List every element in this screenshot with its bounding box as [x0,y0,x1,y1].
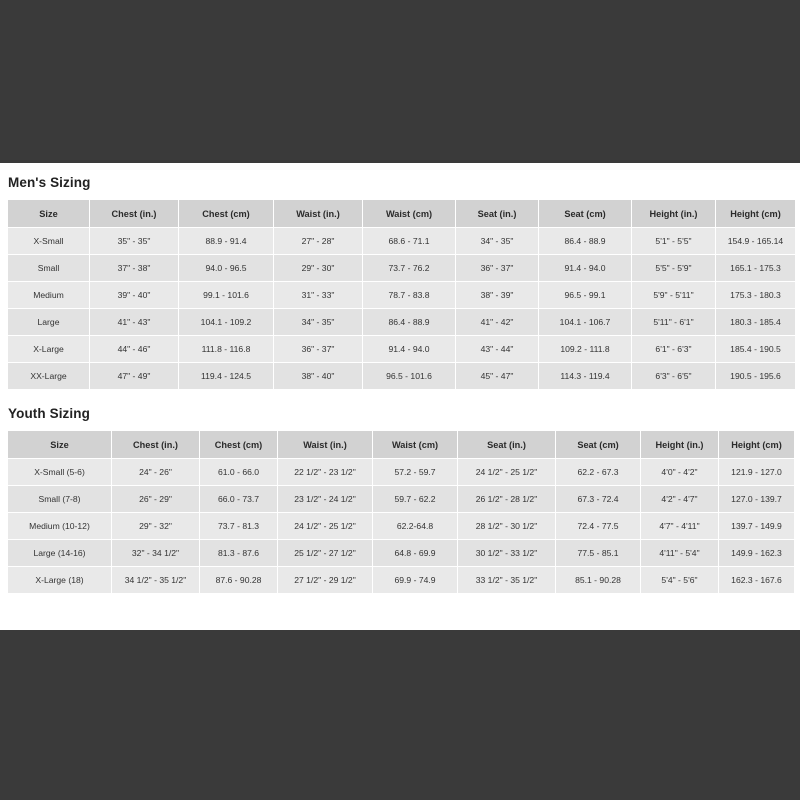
column-header-chest-in: Chest (in.) [90,200,179,228]
column-header-height-cm: Height (cm) [719,431,795,459]
youth-sizing-title: Youth Sizing [8,406,90,421]
cell-size: XX-Large [8,363,90,390]
column-header-chest-in: Chest (in.) [112,431,200,459]
cell-seat-cm: 85.1 - 90.28 [556,567,641,594]
table-row [8,282,796,309]
cell-waist-cm: 73.7 - 76.2 [363,255,456,282]
cell-height-in: 4'7" - 4'11" [641,513,719,540]
cell-height-cm: 162.3 - 167.6 [719,567,795,594]
column-header-size: Size [8,200,90,228]
column-header-height-in: Height (in.) [632,200,716,228]
cell-height-in: 5'4" - 5'6" [641,567,719,594]
cell-height-in: 4'11" - 5'4" [641,540,719,567]
cell-chest-in: 37" - 38" [90,255,179,282]
column-header-seat-in: Seat (in.) [458,431,556,459]
mens-sizing-title: Men's Sizing [8,175,91,190]
youth-sizing-table [7,430,795,594]
size-chart-content [0,163,800,594]
cell-seat-cm: 62.2 - 67.3 [556,459,641,486]
column-header-height-cm: Height (cm) [716,200,796,228]
cell-seat-cm: 109.2 - 111.8 [539,336,632,363]
mens-table-body [8,228,796,390]
table-row [8,228,796,255]
cell-height-cm: 139.7 - 149.9 [719,513,795,540]
column-header-chest-cm: Chest (cm) [179,200,274,228]
cell-size: X-Large [8,336,90,363]
cell-chest-cm: 87.6 - 90.28 [200,567,278,594]
cell-waist-in: 24 1/2" - 25 1/2" [278,513,373,540]
column-header-waist-in: Waist (in.) [274,200,363,228]
cell-waist-cm: 64.8 - 69.9 [373,540,458,567]
cell-waist-in: 23 1/2" - 24 1/2" [278,486,373,513]
cell-size: Medium [8,282,90,309]
cell-chest-in: 41" - 43" [90,309,179,336]
cell-waist-in: 27 1/2" - 29 1/2" [278,567,373,594]
cell-chest-cm: 104.1 - 109.2 [179,309,274,336]
cell-size: Large [8,309,90,336]
cell-seat-cm: 114.3 - 119.4 [539,363,632,390]
cell-chest-cm: 99.1 - 101.6 [179,282,274,309]
column-header-seat-in: Seat (in.) [456,200,539,228]
cell-seat-in: 26 1/2" - 28 1/2" [458,486,556,513]
table-header-row [8,431,795,459]
cell-seat-in: 28 1/2" - 30 1/2" [458,513,556,540]
cell-chest-cm: 73.7 - 81.3 [200,513,278,540]
cell-waist-in: 27" - 28" [274,228,363,255]
cell-height-in: 5'9" - 5'11" [632,282,716,309]
cell-seat-cm: 77.5 - 85.1 [556,540,641,567]
cell-waist-in: 29" - 30" [274,255,363,282]
cell-height-cm: 185.4 - 190.5 [716,336,796,363]
cell-chest-in: 24" - 26" [112,459,200,486]
cell-chest-in: 47" - 49" [90,363,179,390]
cell-waist-cm: 62.2-64.8 [373,513,458,540]
cell-height-cm: 175.3 - 180.3 [716,282,796,309]
cell-waist-cm: 68.6 - 71.1 [363,228,456,255]
cell-chest-in: 35" - 35" [90,228,179,255]
cell-chest-cm: 94.0 - 96.5 [179,255,274,282]
youth-sizing-section [6,406,794,594]
cell-size: X-Large (18) [8,567,112,594]
table-row [8,540,795,567]
cell-chest-cm: 81.3 - 87.6 [200,540,278,567]
table-row [8,513,795,540]
table-row [8,363,796,390]
mens-sizing-section [6,175,794,390]
cell-seat-cm: 67.3 - 72.4 [556,486,641,513]
cell-chest-in: 26" - 29" [112,486,200,513]
cell-height-cm: 127.0 - 139.7 [719,486,795,513]
cell-waist-in: 25 1/2" - 27 1/2" [278,540,373,567]
cell-height-in: 6'3" - 6'5" [632,363,716,390]
table-row [8,336,796,363]
cell-height-cm: 149.9 - 162.3 [719,540,795,567]
cell-size: Large (14-16) [8,540,112,567]
table-header-row [8,200,796,228]
cell-chest-in: 39" - 40" [90,282,179,309]
cell-height-in: 5'1" - 5'5" [632,228,716,255]
cell-waist-cm: 86.4 - 88.9 [363,309,456,336]
cell-seat-cm: 104.1 - 106.7 [539,309,632,336]
cell-seat-in: 33 1/2" - 35 1/2" [458,567,556,594]
size-chart-sheet [0,163,800,630]
cell-chest-in: 29" - 32" [112,513,200,540]
table-row [8,309,796,336]
cell-waist-in: 31" - 33" [274,282,363,309]
table-row [8,567,795,594]
column-header-waist-in: Waist (in.) [278,431,373,459]
cell-size: Small [8,255,90,282]
cell-seat-in: 43" - 44" [456,336,539,363]
cell-chest-in: 44" - 46" [90,336,179,363]
cell-height-in: 4'2" - 4'7" [641,486,719,513]
youth-table-header [8,431,795,459]
column-header-seat-cm: Seat (cm) [539,200,632,228]
cell-waist-in: 36" - 37" [274,336,363,363]
cell-seat-cm: 91.4 - 94.0 [539,255,632,282]
cell-size: X-Small (5-6) [8,459,112,486]
cell-chest-cm: 119.4 - 124.5 [179,363,274,390]
cell-waist-cm: 57.2 - 59.7 [373,459,458,486]
column-header-waist-cm: Waist (cm) [373,431,458,459]
column-header-size: Size [8,431,112,459]
table-row [8,459,795,486]
cell-waist-in: 34" - 35" [274,309,363,336]
cell-waist-cm: 78.7 - 83.8 [363,282,456,309]
cell-chest-cm: 66.0 - 73.7 [200,486,278,513]
cell-chest-in: 34 1/2" - 35 1/2" [112,567,200,594]
cell-height-cm: 190.5 - 195.6 [716,363,796,390]
cell-chest-in: 32" - 34 1/2" [112,540,200,567]
cell-seat-in: 24 1/2" - 25 1/2" [458,459,556,486]
table-row [8,255,796,282]
cell-seat-cm: 86.4 - 88.9 [539,228,632,255]
cell-height-cm: 165.1 - 175.3 [716,255,796,282]
mens-table-header [8,200,796,228]
cell-seat-cm: 72.4 - 77.5 [556,513,641,540]
column-header-height-in: Height (in.) [641,431,719,459]
cell-seat-cm: 96.5 - 99.1 [539,282,632,309]
mens-sizing-table [7,199,796,390]
cell-waist-cm: 69.9 - 74.9 [373,567,458,594]
column-header-chest-cm: Chest (cm) [200,431,278,459]
column-header-seat-cm: Seat (cm) [556,431,641,459]
cell-height-cm: 121.9 - 127.0 [719,459,795,486]
cell-waist-cm: 96.5 - 101.6 [363,363,456,390]
table-row [8,486,795,513]
column-header-waist-cm: Waist (cm) [363,200,456,228]
cell-height-in: 4'0" - 4'2" [641,459,719,486]
cell-waist-in: 38" - 40" [274,363,363,390]
cell-height-in: 6'1" - 6'3" [632,336,716,363]
cell-size: X-Small [8,228,90,255]
cell-seat-in: 41" - 42" [456,309,539,336]
cell-height-cm: 154.9 - 165.14 [716,228,796,255]
cell-seat-in: 30 1/2" - 33 1/2" [458,540,556,567]
cell-size: Small (7-8) [8,486,112,513]
cell-seat-in: 45" - 47" [456,363,539,390]
cell-size: Medium (10-12) [8,513,112,540]
cell-waist-cm: 59.7 - 62.2 [373,486,458,513]
cell-height-cm: 180.3 - 185.4 [716,309,796,336]
cell-waist-cm: 91.4 - 94.0 [363,336,456,363]
cell-seat-in: 38" - 39" [456,282,539,309]
cell-chest-cm: 61.0 - 66.0 [200,459,278,486]
youth-table-body [8,459,795,594]
cell-chest-cm: 88.9 - 91.4 [179,228,274,255]
cell-waist-in: 22 1/2" - 23 1/2" [278,459,373,486]
cell-height-in: 5'5" - 5'9" [632,255,716,282]
cell-seat-in: 34" - 35" [456,228,539,255]
cell-height-in: 5'11" - 6'1" [632,309,716,336]
cell-chest-cm: 111.8 - 116.8 [179,336,274,363]
cell-seat-in: 36" - 37" [456,255,539,282]
